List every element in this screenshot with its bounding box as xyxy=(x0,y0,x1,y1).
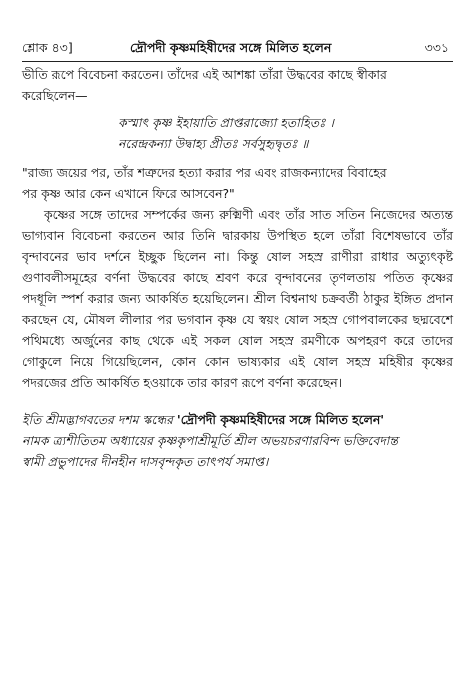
page-body xyxy=(22,64,453,472)
purport-line: বিশ্বনাথ চক্রবর্তী ঠাকুর ইঙ্গিত প্রদান করছেন যে, মৌষল লীলার পর ভগবান xyxy=(22,291,453,327)
purport-line: হওয়াকে তার কারণ রূপে বর্ণনা করেছেন। xyxy=(143,375,343,390)
closing-line: স্বামী প্রভুপাদের দীনহীন দাসবৃন্দকৃত তাৎপর্য সমাপ্ত। xyxy=(22,454,269,469)
intro-paragraph xyxy=(22,64,453,106)
intro-line: ভীতি রূপে বিবেচনা করতেন। তাঁদের এই আশঙ্কা তাঁরা উদ্ধবের কাছে স্বীকার xyxy=(22,67,387,82)
header-rule xyxy=(22,61,453,62)
closing-line: নামক ত্র্যশীতিতম অধ্যায়ের কৃষ্ণকৃপাশ্রীমূর্তি শ্রীল অভয়চরণারবিন্দ ভক্তিবেদান্ত xyxy=(22,433,398,448)
intro-line: করেছিলেন— xyxy=(22,88,88,103)
closing-quoted-title: 'দ্রৌপদী কৃষ্ণমহিষীদের সঙ্গে মিলিত হলেন' xyxy=(176,412,385,427)
purport-line: কৃষ্ণ যে স্বয়ং ষোল সহস্র গোপবালকের ছদ্মবেশে পথিমধ্যে অর্জুনের কাছ থেকে xyxy=(22,312,453,348)
purport-line: তৃণলতায় পতিত কৃষ্ণের পদধূলি স্পর্শ করার জন্য আকর্ষিত হয়েছিলেন। শ্রীল xyxy=(22,270,453,306)
closing-prefix: ইতি শ্রীমদ্ভাগবতের দশম স্কন্ধের xyxy=(22,412,173,427)
translation-paragraph xyxy=(22,162,453,204)
purport-paragraph xyxy=(22,204,453,393)
page-number: ৩৩১ xyxy=(424,40,449,55)
running-header xyxy=(22,38,449,58)
purport-line: বিশেষভাবে তাঁর বৃন্দাবনের ভাব দর্শনে ইচ্ছুক ছিলেন না। কিন্তু ষোল সহস্র রাণীরা xyxy=(22,228,453,264)
chapter-closing xyxy=(22,409,453,472)
purport-line: কোন কোন ভাষ্যকার এই ষোল সহস্র মহিষীর কৃষ্ণের পদরজের প্রতি আকর্ষিত xyxy=(22,354,453,390)
chapter-title: দ্রৌপদী কৃষ্ণমহিষীদের সঙ্গে মিলিত হলেন xyxy=(130,40,332,55)
purport-line: এই সকল ষোল সহস্র রমণীকে অপহরণ করে তাদের গোকুলে নিয়ে গিয়েছিলেন, xyxy=(22,333,453,369)
verse-line: কস্মাৎ কৃষ্ণ ইহায়াতি প্রাপ্তরাজ্যো হতাহিতঃ । xyxy=(118,115,334,130)
sanskrit-verse xyxy=(118,112,453,154)
verse-line: নরেন্দ্রকন্যা উদ্বাহ্য প্রীতঃ সর্বসুহৃদ্বৃতঃ ॥ xyxy=(118,136,309,151)
translation-line: "রাজ্য জয়ের পর, তাঁর শত্রুদের হত্যা করার পর এবং রাজকন্যাদের বিবাহের xyxy=(22,165,387,180)
purport-line: কৃষ্ণের সঙ্গে তাদের সম্পর্কের জন্য রুক্মিণী এবং তাঁর সাত সতিন নিজেদের xyxy=(44,207,416,222)
translation-line: পর কৃষ্ণ আর কেন এখানে ফিরে আসবেন?" xyxy=(22,186,235,201)
purport-line: রাধার অত্যুৎকৃষ্ট গুণাবলীসমূহের বর্ণনা উদ্ধবের কাছে শ্রবণ করে বৃন্দাবনের xyxy=(22,249,453,285)
verse-reference: শ্লোক ৪৩] xyxy=(22,40,73,55)
purport-line: অত্যন্ত ভাগ্যবান বিবেচনা করতেন আর তিনি দ্বারকায় উপস্থিত হলে তাঁরা xyxy=(22,207,453,243)
